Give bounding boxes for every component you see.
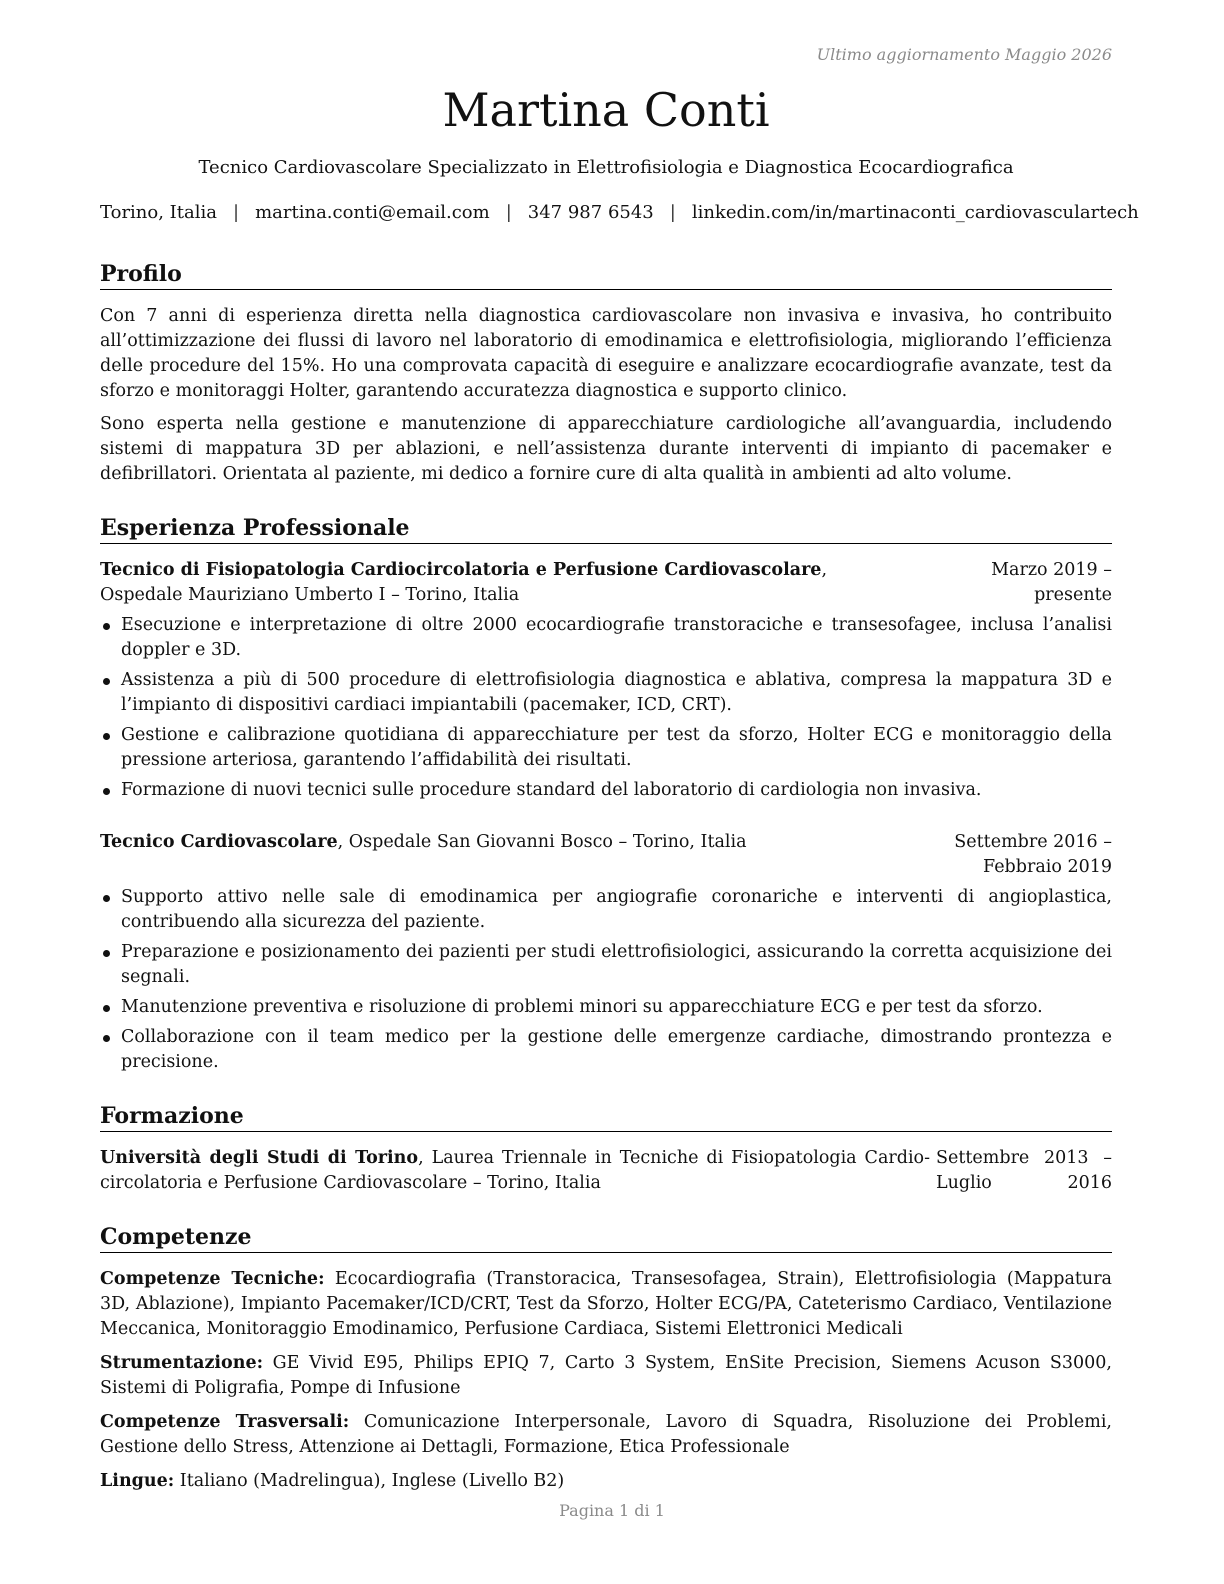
section-heading-profile: Profilo xyxy=(100,259,1112,290)
job-bullet xyxy=(100,1025,1112,1075)
job-place: , Ospedale Mauriziano Umberto I – Torino, Italia xyxy=(100,560,828,605)
job-header xyxy=(100,830,1112,880)
skill-label: Strumentazione: xyxy=(100,1353,264,1373)
contact-location: Torino, Italia xyxy=(100,202,217,223)
education-dates: Settembre 2013 – Luglio 2016 xyxy=(936,1148,1112,1193)
contact-line xyxy=(100,201,1139,225)
candidate-name: Martina Conti xyxy=(442,83,770,137)
page-number: Pagina 1 di 1 xyxy=(559,1501,665,1520)
education-section xyxy=(100,1101,1112,1196)
skill-label: Competenze Tecniche: xyxy=(100,1269,325,1289)
skills-section xyxy=(100,1222,1112,1494)
skill-label: Lingue: xyxy=(100,1471,175,1491)
skill-row xyxy=(100,1351,1112,1401)
job-bullets xyxy=(100,613,1112,803)
education-degree: , Laurea Triennale in Tecniche di Fisiopatologia Cardio-circolatoria e Perfusione Cardiovascolare – Torino, Italia xyxy=(100,1148,930,1193)
contact-phone[interactable]: 347 987 6543 xyxy=(527,202,654,223)
section-heading-experience: Esperienza Professionale xyxy=(100,513,1112,544)
job-entry xyxy=(100,830,1112,1075)
job-bullet-text: Collaborazione con il team medico per la gestione delle emergenze cardiache, dimostrando prontezza e precisione. xyxy=(121,1027,1112,1072)
skill-row xyxy=(100,1267,1112,1342)
tagline: Tecnico Cardiovascolare Specializzato in Elettrofisiologia e Diagnostica Ecocardiografica xyxy=(198,157,1014,178)
contact-linkedin[interactable]: linkedin.com/in/martinaconti_cardiovasculartech xyxy=(691,202,1139,223)
bullet-icon xyxy=(103,895,110,902)
job-place: , Ospedale San Giovanni Bosco – Torino, Italia xyxy=(337,832,747,852)
job-dates: Settembre 2016 – Febbraio 2019 xyxy=(954,832,1112,877)
bullet-icon xyxy=(103,788,110,795)
bullet-icon xyxy=(103,1035,110,1042)
job-bullet xyxy=(100,778,1112,803)
job-header xyxy=(100,558,1112,608)
education-school: Università degli Studi di Torino xyxy=(100,1148,419,1168)
bullet-icon xyxy=(103,1005,110,1012)
contact-separator: | xyxy=(505,202,512,223)
section-heading-skills: Competenze xyxy=(100,1222,1112,1253)
skill-label: Competenze Trasversali: xyxy=(100,1412,350,1432)
job-entry xyxy=(100,558,1112,803)
job-bullet-text: Manutenzione preventiva e risoluzione di problemi minori su apparecchiature ECG e per test da sforzo. xyxy=(121,997,1043,1017)
job-bullet xyxy=(100,668,1112,718)
job-bullet-text: Esecuzione e interpretazione di oltre 2000 ecocardiografie transtoraciche e transesofagee, inclusa l’analisi doppler e 3D. xyxy=(121,615,1112,660)
job-title-line xyxy=(100,558,912,608)
job-title-line xyxy=(100,830,872,880)
contact-email[interactable]: martina.conti@email.com xyxy=(255,202,490,223)
job-bullet xyxy=(100,885,1112,935)
job-bullet-text: Preparazione e posizionamento dei pazienti per studi elettrofisiologici, assicurando la corretta acquisizione dei segnali. xyxy=(121,942,1112,987)
education-title-line xyxy=(100,1146,936,1196)
job-dates: Marzo 2019 – presente xyxy=(991,560,1112,605)
job-bullet-text: Supporto attivo nelle sale di emodinamica per angiografie coronariche e interventi di angioplastica, contribuendo alla sicurezza del paziente. xyxy=(121,887,1112,932)
skill-text: Comunicazione Interpersonale, Lavoro di Squadra, Risoluzione dei Problemi, Gestione dello Stress, Attenzione ai Dettagli, Formazione, Etica Professionale xyxy=(100,1412,1112,1457)
skill-text: Italiano (Madrelingua), Inglese (Livello B2) xyxy=(174,1471,565,1491)
profile-paragraph: Con 7 anni di esperienza diretta nella diagnostica cardiovascolare non invasiva e invasiva, ho contribuito all’ottimizzazione dei flussi di lavoro nel laboratorio di emodinamica e elettrofisiologia, migliorando l’efficienza delle procedure del 15%. Ho una comprovata capacità di eseguire e analizzare ecocardiografie avanzate, test da sforzo e monitoraggi Holter, garantendo accuratezza diagnostica e supporto clinico. xyxy=(100,306,1112,401)
profile-paragraph: Sono esperta nella gestione e manutenzione di apparecchiature cardiologiche all’avanguardia, includendo sistemi di mappatura 3D per ablazioni, e nell’assistenza durante interventi di impianto di pacemaker e defibrillatori. Orientata al paziente, mi dedico a fornire cure di alta qualità in ambienti ad alto volume. xyxy=(100,414,1112,484)
profile-section xyxy=(100,259,1112,487)
job-bullet-text: Formazione di nuovi tecnici sulle procedure standard del laboratorio di cardiologia non invasiva. xyxy=(121,780,982,800)
resume-page xyxy=(100,40,1139,1494)
contact-separator: | xyxy=(669,202,676,223)
job-bullets xyxy=(100,885,1112,1075)
experience-section xyxy=(100,513,1112,1075)
job-bullet xyxy=(100,613,1112,663)
job-title: Tecnico Cardiovascolare xyxy=(100,832,338,852)
job-bullet xyxy=(100,995,1112,1020)
bullet-icon xyxy=(103,623,110,630)
education-header xyxy=(100,1146,1112,1196)
section-heading-education: Formazione xyxy=(100,1101,1112,1132)
skill-row xyxy=(100,1410,1112,1460)
job-title: Tecnico di Fisiopatologia Cardiocircolatoria e Perfusione Cardiovascolare xyxy=(100,560,822,580)
job-bullet-text: Gestione e calibrazione quotidiana di apparecchiature per test da sforzo, Holter ECG e monitoraggio della pressione arteriosa, garantendo l’affidabilità dei risultati. xyxy=(121,725,1112,770)
last-updated: Ultimo aggiornamento Maggio 2026 xyxy=(816,45,1112,64)
skill-text: Ecocardiografia (Transtoracica, Transesofagea, Strain), Elettrofisiologia (Mappatura 3D, Ablazione), Impianto Pacemaker/ICD/CRT, Test da Sforzo, Holter ECG/PA, Cateterismo Cardiaco, Ventilazione Meccanica, Monitoraggio Emodinamico, Perfusione Cardiaca, Sistemi Elettronici Medicali xyxy=(100,1269,1112,1339)
job-bullet-text: Assistenza a più di 500 procedure di elettrofisiologia diagnostica e ablativa, compresa la mappatura 3D e l’impianto di dispositivi cardiaci impiantabili (pacemaker, ICD, CRT). xyxy=(121,670,1112,715)
skill-text: GE Vivid E95, Philips EPIQ 7, Carto 3 System, EnSite Precision, Siemens Acuson S3000, Sistemi di Poligrafia, Pompe di Infusione xyxy=(100,1353,1112,1398)
job-bullet xyxy=(100,723,1112,773)
skill-row xyxy=(100,1469,1112,1494)
bullet-icon xyxy=(103,678,110,685)
bullet-icon xyxy=(103,950,110,957)
job-bullet xyxy=(100,940,1112,990)
contact-separator: | xyxy=(233,202,240,223)
education-entry xyxy=(100,1146,1112,1196)
bullet-icon xyxy=(103,733,110,740)
